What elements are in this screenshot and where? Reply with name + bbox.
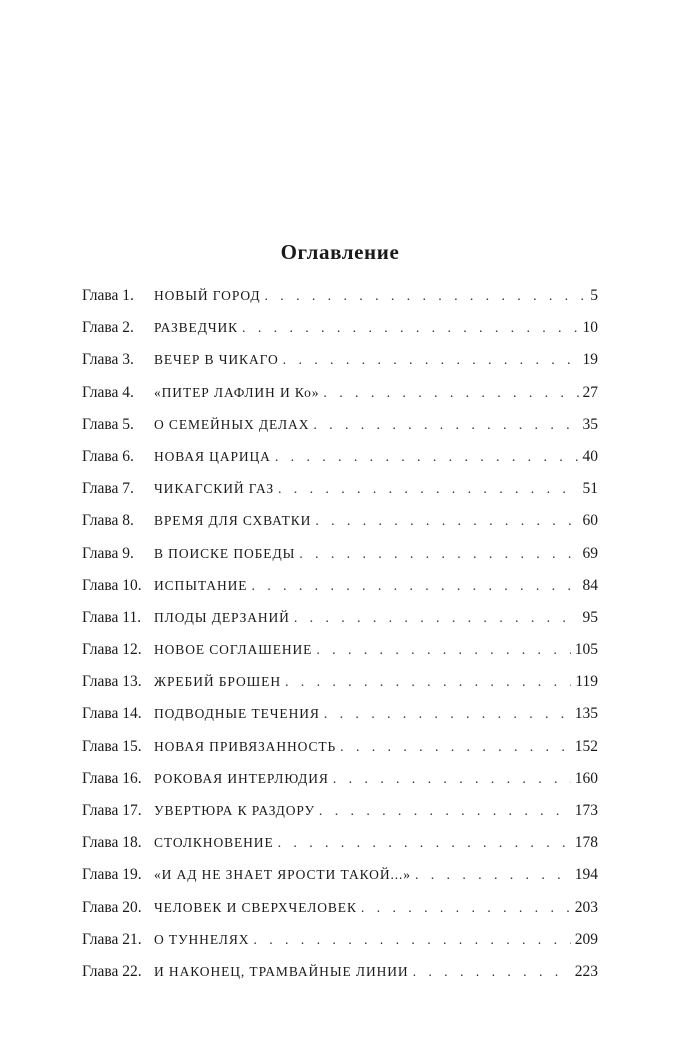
dot-leader [413,965,571,981]
page-number: 84 [582,576,598,594]
chapter-title: ВРЕМЯ ДЛЯ СХВАТКИ [154,513,312,529]
toc-entry [82,609,598,641]
dot-leader [242,321,578,337]
chapter-number: Глава 4. [82,383,134,401]
toc-entry [82,899,598,931]
chapter-number: Глава 8. [82,512,134,530]
dot-leader [294,611,579,627]
chapter-title: «И АД НЕ ЗНАЕТ ЯРОСТИ ТАКОЙ...» [154,867,411,883]
chapter-title: О СЕМЕЙНЫХ ДЕЛАХ [154,416,310,432]
toc-entry [82,480,598,512]
chapter-number: Глава 2. [82,319,134,337]
dot-leader [315,514,578,530]
toc-entry [82,319,598,351]
chapter-title: УВЕРТЮРА К РАЗДОРУ [154,803,315,818]
chapter-number: Глава 13. [82,673,142,691]
chapter-title: СТОЛКНОВЕНИЕ [154,835,274,851]
chapter-number: Глава 1. [82,287,134,304]
dot-leader [340,740,571,756]
chapter-title: ВЕЧЕР В ЧИКАГО [154,352,279,368]
toc-title: Оглавление [280,240,400,265]
dot-leader [251,579,578,595]
page-number: 135 [574,705,598,723]
chapter-title: ИСПЫТАНИЕ [154,577,248,593]
toc-entry [82,673,598,705]
chapter-title: ЖРЕБИЙ БРОШЕН [154,674,281,690]
page-number: 40 [582,447,598,465]
toc-entry [82,577,598,609]
chapter-title: И НАКОНЕЦ, ТРАМВАЙНЫЕ ЛИНИИ [154,963,409,979]
chapter-number: Глава 15. [82,737,142,755]
chapter-number: Глава 18. [82,834,142,852]
page-number: 203 [574,898,598,916]
table-of-contents [82,287,598,995]
dot-leader [319,804,571,820]
dot-leader [299,547,578,563]
dot-leader [324,707,571,723]
toc-entry [82,802,598,834]
page-number: 5 [590,287,598,304]
dot-leader [253,933,570,949]
page-number: 178 [574,834,598,852]
toc-entry [82,963,598,995]
dot-leader [283,353,579,369]
chapter-number: Глава 6. [82,447,134,465]
toc-entry [82,351,598,383]
toc-entry [82,545,598,577]
toc-entry [82,641,598,673]
page-number: 209 [574,930,598,948]
dot-leader [278,836,571,852]
chapter-title: ЧИКАГСКИЙ ГАЗ [154,481,274,497]
chapter-number: Глава 22. [82,962,142,980]
chapter-number: Глава 20. [82,898,142,916]
page-number: 152 [574,737,598,755]
page-number: 10 [582,319,598,337]
chapter-number: Глава 21. [82,930,142,948]
chapter-title: «ПИТЕР ЛАФЛИН И Ко» [154,384,320,400]
toc-entry [82,416,598,448]
page-number: 60 [582,512,598,530]
page-number: 95 [582,608,598,626]
chapter-number: Глава 19. [82,866,142,884]
chapter-title: РОКОВАЯ ИНТЕРЛЮДИЯ [154,770,329,786]
toc-entry [82,866,598,898]
page-number: 173 [574,802,598,819]
page-number: 69 [582,544,598,562]
chapter-title: РАЗВЕДЧИК [154,320,239,336]
toc-entry [82,931,598,963]
dot-leader [316,643,570,659]
dot-leader [278,482,579,498]
dot-leader [275,450,579,466]
toc-entry [82,384,598,416]
dot-leader [333,772,571,788]
page-number: 223 [574,962,598,980]
dot-leader [264,289,586,305]
page-number: 19 [582,351,598,369]
chapter-title: НОВАЯ ЦАРИЦА [154,448,271,464]
chapter-number: Глава 16. [82,769,142,787]
toc-entry [82,512,598,544]
page-number: 119 [575,673,598,691]
chapter-title: ПОДВОДНЫЕ ТЕЧЕНИЯ [154,706,320,722]
toc-entry [82,287,598,319]
chapter-title: НОВЫЙ ГОРОД [154,288,261,303]
page-number: 35 [582,415,598,433]
chapter-title: О ТУННЕЛЯХ [154,931,250,947]
chapter-title: В ПОИСКЕ ПОБЕДЫ [154,545,296,561]
chapter-number: Глава 10. [82,576,142,594]
chapter-number: Глава 7. [82,480,134,498]
chapter-number: Глава 5. [82,415,134,433]
chapter-number: Глава 14. [82,705,142,723]
toc-entry [82,738,598,770]
page-number: 105 [574,641,598,659]
toc-entry [82,448,598,480]
page-number: 51 [582,480,598,498]
chapter-number: Глава 3. [82,351,134,369]
dot-leader [285,675,571,691]
chapter-number: Глава 17. [82,802,142,819]
chapter-title: НОВОЕ СОГЛАШЕНИЕ [154,642,313,658]
chapter-title: ПЛОДЫ ДЕРЗАНИЙ [154,609,290,625]
chapter-number: Глава 9. [82,544,134,562]
toc-entry [82,834,598,866]
dot-leader [415,868,571,884]
dot-leader [323,386,578,402]
page-number: 27 [582,383,598,401]
page-number: 160 [574,769,598,787]
chapter-number: Глава 12. [82,641,142,659]
page-number: 194 [574,866,598,884]
toc-entry [82,705,598,737]
chapter-title: ЧЕЛОВЕК И СВЕРХЧЕЛОВЕК [154,899,357,915]
chapter-title: НОВАЯ ПРИВЯЗАННОСТЬ [154,738,337,754]
toc-entry [82,770,598,802]
chapter-number: Глава 11. [82,608,142,626]
dot-leader [361,901,571,917]
dot-leader [313,418,578,434]
